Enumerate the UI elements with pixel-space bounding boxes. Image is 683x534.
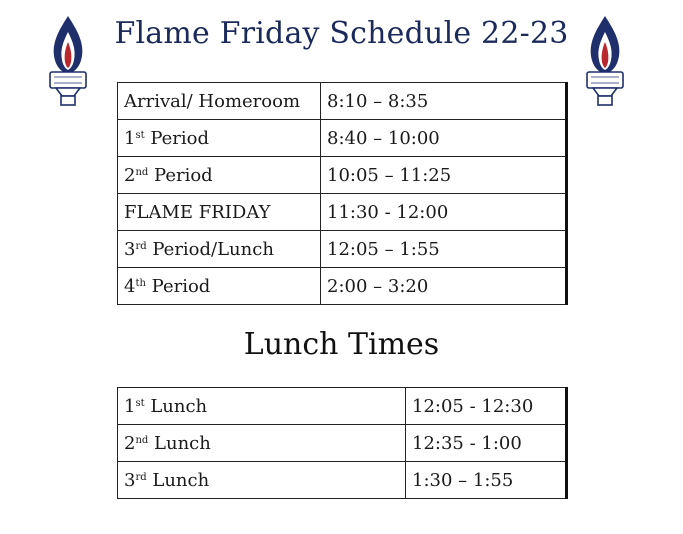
period-time: 11:30 - 12:00 [321,194,567,231]
lunch-label: 2nd Lunch [118,425,406,462]
table-row [118,268,567,305]
period-label: 2nd Period [118,157,321,194]
table-row [118,388,567,425]
schedule-table [117,82,568,305]
period-time: 10:05 – 11:25 [321,157,567,194]
period-label: 3rd Period/Lunch [118,231,321,268]
lunch-time: 12:35 - 1:00 [406,425,567,462]
table-row [118,83,567,120]
period-label: 4th Period [118,268,321,305]
page-title: Flame Friday Schedule 22-23 [114,16,569,51]
lunch-times-heading: Lunch Times [243,327,440,362]
table-row [118,462,567,499]
period-time: 8:10 – 8:35 [321,83,567,120]
lunch-label: 1st Lunch [118,388,406,425]
lunch-time: 12:05 - 12:30 [406,388,567,425]
table-row [118,120,567,157]
period-label: Arrival/ Homeroom [118,83,321,120]
period-time: 8:40 – 10:00 [321,120,567,157]
period-time: 2:00 – 3:20 [321,268,567,305]
lunch-time: 1:30 – 1:55 [406,462,567,499]
lunch-table [117,387,568,499]
table-row [118,157,567,194]
period-time: 12:05 – 1:55 [321,231,567,268]
lunch-label: 3rd Lunch [118,462,406,499]
table-row [118,231,567,268]
table-row [118,194,567,231]
table-row [118,425,567,462]
period-label: FLAME FRIDAY [118,194,321,231]
period-label: 1st Period [118,120,321,157]
